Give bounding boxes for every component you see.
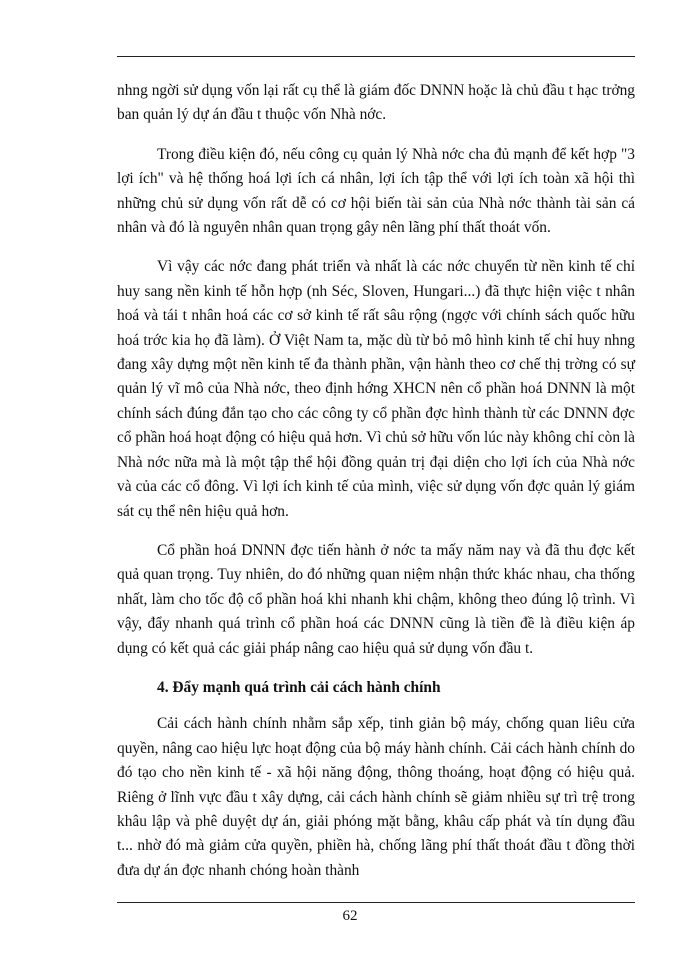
header-rule xyxy=(117,56,635,57)
paragraph-3: Vì vậy các nớc đang phát triển và nhất là các nớc chuyển từ nền kinh tế chỉ huy sang nền kinh tế hỗn hợp (nh Séc, Sloven, Hungari...) đã thực hiện việc t nhân hoá và tái t nhân hoá các cơ sở kinh tế rất sâu rộng (ngợc với chính sách quốc hữu hoá trớc kia họ đã làm). Ở Việt Nam ta, mặc dù từ bỏ mô hình kinh tế chỉ huy nhng đang xây dựng một nền kinh tế đa thành phần, vận hành theo cơ chế thị trờng có sự quản lý vĩ mô của Nhà nớc, theo định hớng XHCN nên cổ phần hoá DNNN là một chính sách đúng đắn tạo cho các công ty cổ phần đợc hình thành từ các DNNN đợc cổ phần hoá hoạt động có hiệu quả hơn. Vì chủ sở hữu vốn lúc này không chỉ còn là Nhà nớc nữa mà là một tập thể hội đồng quản trị đại diện cho lợi ích của Nhà nớc và của các cổ đông. Vì lợi ích kinh tế của mình, việc sử dụng vốn đợc quản lý giám sát cụ thể nên hiệu quả hơn. xyxy=(117,258,635,520)
section-heading: 4. Đẩy mạnh quá trình cải cách hành chính xyxy=(157,678,441,696)
paragraph-5: Cải cách hành chính nhằm sắp xếp, tinh giản bộ máy, chống quan liêu cửa quyền, nâng cao hiệu lực hoạt động của bộ máy hành chính. Cải cách hành chính do đó tạo cho nền kinh tế - xã hội năng động, thông thoáng, hoạt động có hiệu quả. Riêng ở lĩnh vực đầu t xây dựng, cải cách hành chính sẽ giảm nhiều sự trì trệ trong khâu lập và phê duyệt dự án, giải phóng mặt bằng, khâu cấp phát và tín dụng đầu t... nhờ đó mà giảm cửa quyền, phiền hà, chống lãng phí thất thoát đầu t đồng thời đưa dự án đợc nhanh chóng hoàn thành xyxy=(117,715,635,879)
paragraph-2: Trong điều kiện đó, nếu công cụ quản lý Nhà nớc cha đủ mạnh để kết hợp "3 lợi ích" và hệ thống hoá lợi ích cá nhân, lợi ích tập thể với lợi ích toàn xã hội thì những chủ sử dụng vốn rất dễ có cơ hội biến tài sản của Nhà nớc thành tài sản cá nhân và đó là nguyên nhân quan trọng gây nên lãng phí thất thoát vốn. xyxy=(117,145,635,237)
footer-rule xyxy=(117,902,635,903)
page-number: 62 xyxy=(342,908,358,924)
paragraph-1: nhng ngời sử dụng vốn lại rất cụ thể là giám đốc DNNN hoặc là chủ đầu t hạc trởng ban quản lý dự án đầu t thuộc vốn Nhà nớc. xyxy=(117,82,635,124)
paragraph-4: Cổ phần hoá DNNN đợc tiến hành ở nớc ta mấy năm nay và đã thu đợc kết quả quan trọng. Tuy nhiên, do đó những quan niệm nhận thức khác nhau, cha thống nhất, làm cho tốc độ cổ phần hoá khi nhanh khi chậm, không theo đúng lộ trình. Vì vậy, đẩy nhanh quá trình cổ phần hoá các DNNN cũng là tiền đề là điều kiện áp dụng có kết quả các giải pháp nâng cao hiệu quả sử dụng vốn đầu t. xyxy=(117,541,635,657)
page-body xyxy=(117,79,635,898)
